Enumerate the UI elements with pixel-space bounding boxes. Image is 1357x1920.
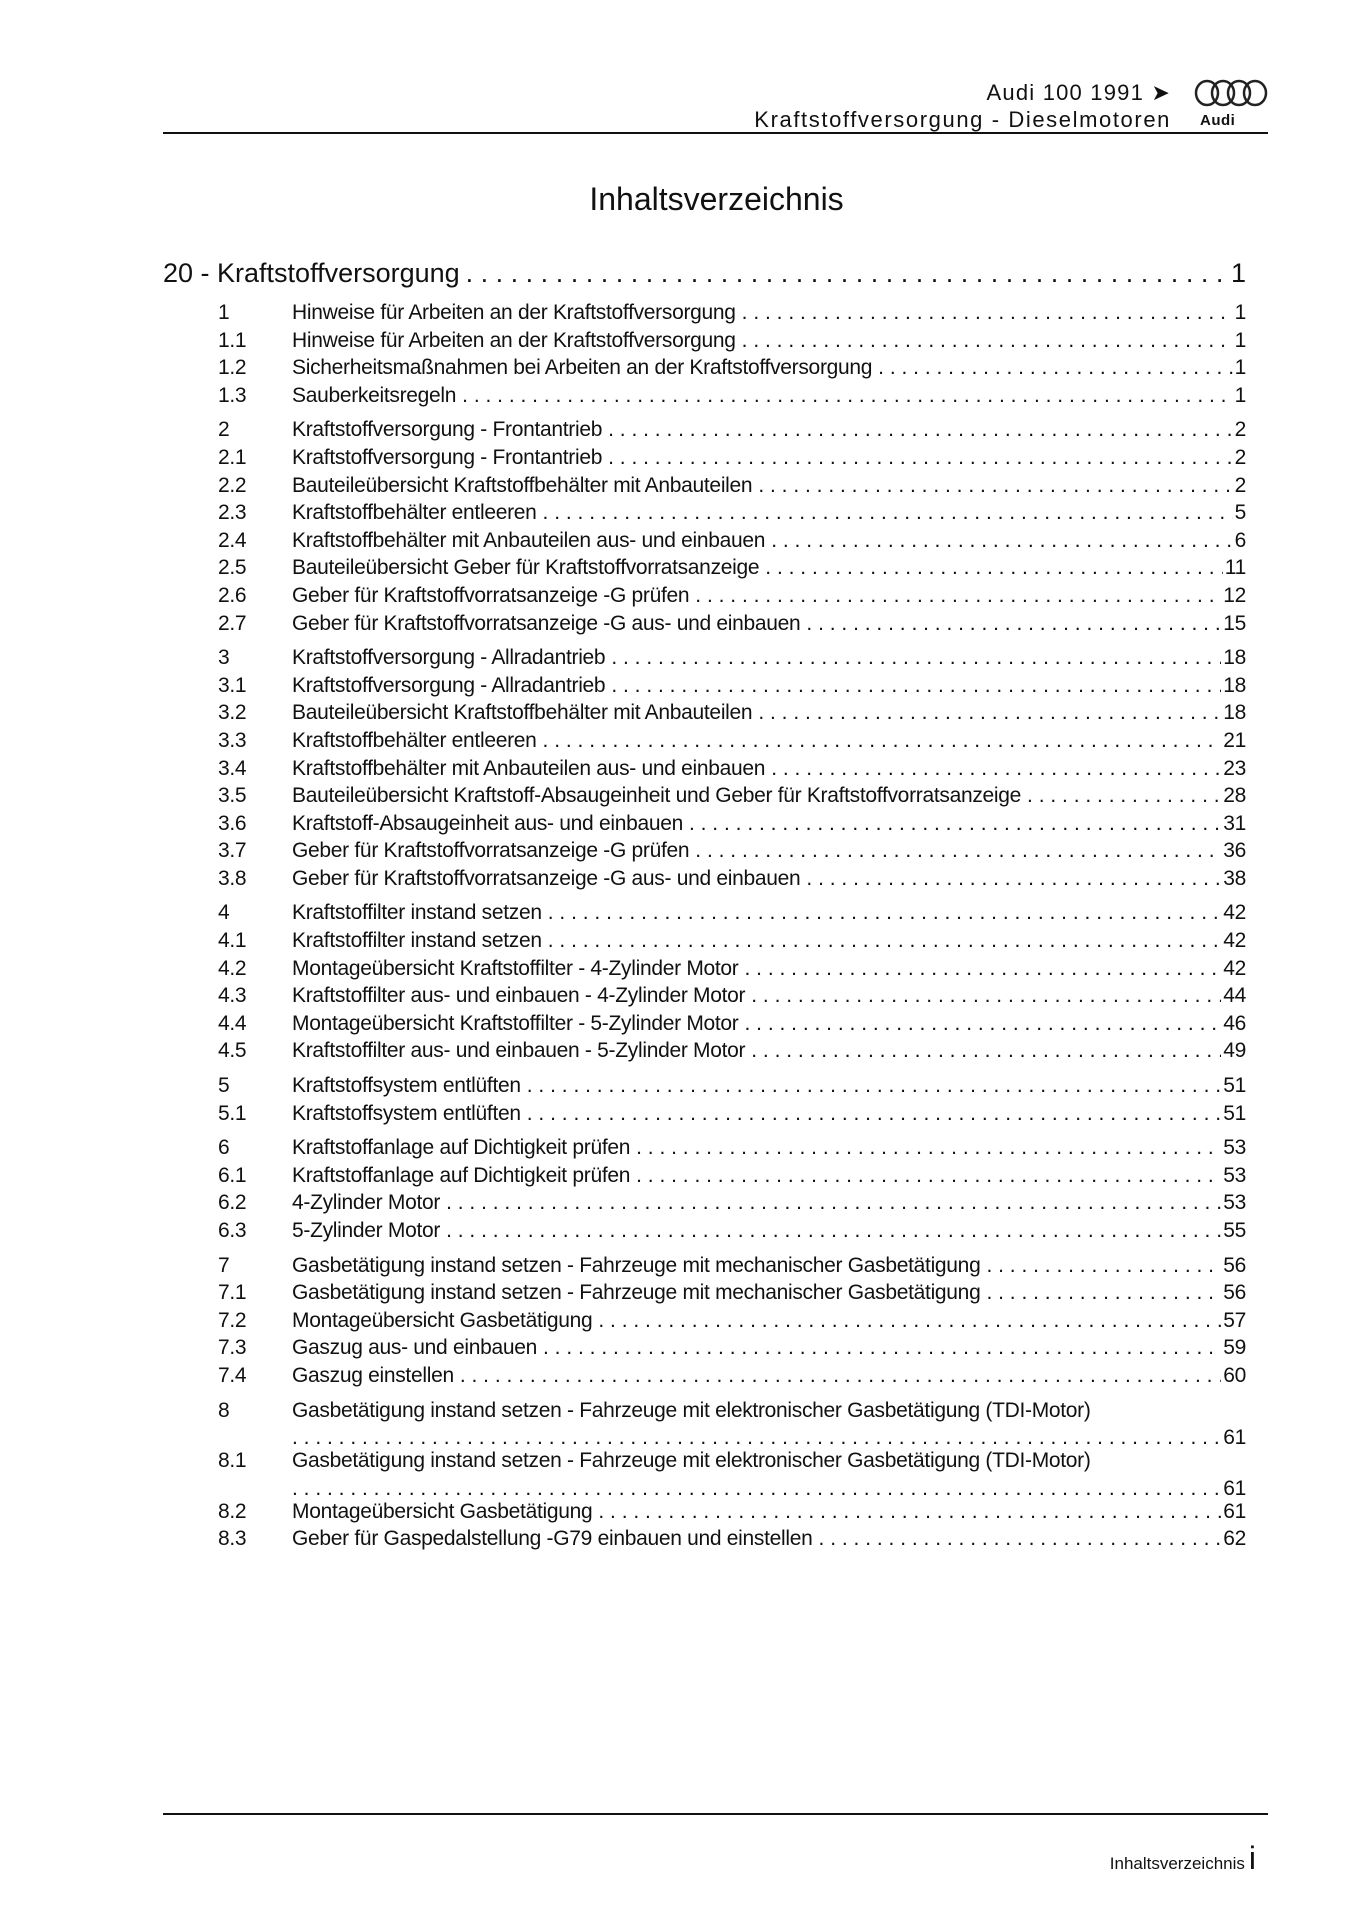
entry-title: Gasbetätigung instand setzen - Fahrzeuge mit elektronischer Gasbetätigung (TDI-Motor) (292, 1398, 1091, 1422)
toc-section-group (163, 418, 1246, 639)
entry-title: Montageübersicht Gasbetätigung (292, 1499, 593, 1523)
entry-page: 28 (1223, 784, 1246, 808)
entry-page: 1 (1234, 356, 1246, 380)
toc-section-group (163, 1074, 1246, 1129)
entry-number: 8.1 (218, 1449, 247, 1473)
entry-page: 15 (1223, 611, 1246, 635)
entry-page: 46 (1223, 1011, 1246, 1035)
dot-leader (751, 1039, 1221, 1063)
entry-title: Kraftstoffversorgung - Allradantrieb (292, 646, 606, 670)
toc-entry[interactable] (163, 356, 1246, 384)
dot-leader (986, 1281, 1221, 1305)
entry-title: Kraftstoffversorgung - Frontantrieb (292, 445, 603, 469)
entry-number: 1.3 (218, 383, 247, 407)
entry-page: 23 (1223, 756, 1246, 780)
entry-number: 2.3 (218, 501, 247, 525)
toc-section-group (163, 301, 1246, 411)
toc-entry[interactable] (163, 757, 1246, 785)
dot-leader (745, 957, 1222, 981)
entry-number: 4.1 (218, 929, 247, 953)
entry-title: Montageübersicht Kraftstoffilter - 5-Zylinder Motor (292, 1011, 739, 1035)
entry-number: 4.4 (218, 1011, 247, 1035)
entry-title: Kraftstoffbehälter entleeren (292, 728, 537, 752)
entry-title: Gaszug aus- und einbauen (292, 1336, 537, 1360)
toc-entry[interactable] (163, 1164, 1246, 1192)
dot-leader (527, 1102, 1221, 1126)
entry-page: 53 (1223, 1136, 1246, 1160)
entry-title: 5-Zylinder Motor (292, 1219, 441, 1242)
entry-number: 3.6 (218, 811, 247, 835)
footer-label: Inhaltsverzeichnis (1109, 1854, 1245, 1873)
audi-logo-wordmark: Audi (1200, 112, 1236, 129)
toc-entry[interactable] (163, 784, 1246, 812)
dot-leader (462, 384, 1232, 408)
dot-leader (819, 1527, 1222, 1551)
entry-page: 51 (1223, 1074, 1246, 1098)
entry-title: Kraftstoffilter instand setzen (292, 929, 542, 953)
toc-entry[interactable] (163, 384, 1246, 412)
entry-page: 61 (1223, 1499, 1246, 1523)
entry-number: 4.5 (218, 1039, 247, 1063)
entry-page: 18 (1223, 646, 1246, 670)
entry-title: Gaszug einstellen (292, 1363, 454, 1387)
chapter-page: 1 (1230, 258, 1246, 288)
entry-page: 53 (1223, 1191, 1246, 1215)
toc-entry[interactable] (163, 901, 1246, 929)
toc-entry[interactable] (163, 501, 1246, 529)
entry-page: 11 (1224, 556, 1246, 580)
toc-entry[interactable] (163, 1399, 1246, 1450)
entry-page: 53 (1223, 1163, 1246, 1187)
entry-title: Montageübersicht Kraftstoffilter - 4-Zylinder Motor (292, 956, 739, 980)
toc-entry[interactable] (163, 729, 1246, 757)
toc-entry[interactable] (163, 1449, 1246, 1500)
dot-leader (986, 1254, 1221, 1278)
entry-page: 2 (1234, 418, 1246, 442)
entry-page: 31 (1223, 811, 1246, 835)
dot-leader (758, 474, 1232, 498)
entry-number: 6 (218, 1136, 230, 1160)
entry-page: 51 (1223, 1101, 1246, 1125)
toc-section-group (163, 1399, 1246, 1555)
dot-leader (460, 1364, 1221, 1388)
entry-title: Kraftstoffbehälter mit Anbauteilen aus- und einbauen (292, 528, 766, 552)
toc-entry[interactable] (163, 1364, 1246, 1392)
entry-number: 3.8 (218, 866, 247, 890)
dot-leader (466, 258, 1229, 289)
entry-number: 3.3 (218, 728, 247, 752)
entry-page: 5 (1234, 501, 1246, 525)
entry-page: 55 (1223, 1219, 1246, 1242)
header-rule (163, 132, 1268, 134)
toc-entry[interactable] (163, 867, 1246, 895)
dot-leader (608, 446, 1233, 470)
entry-page: 56 (1223, 1253, 1246, 1277)
toc-entry[interactable] (163, 329, 1246, 357)
dot-leader (598, 1500, 1221, 1524)
entry-page: 56 (1223, 1281, 1246, 1305)
toc-entry[interactable] (163, 584, 1246, 612)
footer-rule (163, 1813, 1268, 1815)
entry-number: 6.1 (218, 1163, 247, 1187)
entry-title: Montageübersicht Gasbetätigung (292, 1308, 593, 1332)
entry-number: 3.7 (218, 839, 247, 863)
entry-number: 7.3 (218, 1336, 247, 1360)
entry-title: Kraftstoffilter instand setzen (292, 901, 542, 925)
toc-entry[interactable] (163, 301, 1246, 329)
entry-title: Geber für Kraftstoffvorratsanzeige -G aus- und einbauen (292, 866, 801, 890)
footer-page-number: i (1248, 1840, 1256, 1876)
dot-leader (878, 356, 1232, 380)
entry-title: Hinweise für Arbeiten an der Kraftstoffversorgung (292, 301, 736, 324)
entry-title: Kraftstoffanlage auf Dichtigkeit prüfen (292, 1163, 631, 1187)
entry-page: 60 (1223, 1363, 1246, 1387)
entry-page: 61 (1223, 1426, 1246, 1450)
toc-section-group (163, 901, 1246, 1067)
dot-leader (608, 418, 1233, 442)
entry-page: 42 (1223, 956, 1246, 980)
dot-leader (806, 612, 1221, 636)
entry-number: 7.4 (218, 1363, 247, 1387)
toc-entry[interactable] (163, 1219, 1246, 1247)
entry-number: 7.2 (218, 1308, 247, 1332)
entry-title: Gasbetätigung instand setzen - Fahrzeuge mit mechanischer Gasbetätigung (292, 1281, 981, 1305)
entry-page: 18 (1223, 701, 1246, 725)
dot-leader (598, 1309, 1221, 1333)
entry-number: 7.1 (218, 1281, 247, 1305)
entry-page: 1 (1234, 383, 1246, 407)
chapter-title: 20 - Kraftstoffversorgung (163, 258, 460, 288)
entry-title: Gasbetätigung instand setzen - Fahrzeuge mit mechanischer Gasbetätigung (292, 1253, 981, 1277)
dot-leader (742, 329, 1233, 353)
toc-entry[interactable] (163, 1074, 1246, 1102)
dot-leader (765, 556, 1223, 580)
dot-leader (548, 929, 1221, 953)
dot-leader (611, 674, 1221, 698)
entry-number: 5.1 (218, 1101, 247, 1125)
entry-page: 21 (1223, 728, 1246, 752)
entry-number: 4.3 (218, 984, 247, 1008)
entry-title: Kraftstoffilter aus- und einbauen - 5-Zylinder Motor (292, 1039, 746, 1063)
entry-number: 1.2 (218, 356, 247, 380)
entry-title: Geber für Kraftstoffvorratsanzeige -G prüfen (292, 583, 690, 607)
entry-page: 62 (1223, 1527, 1246, 1551)
header-subject: Kraftstoffversorgung - Dieselmotoren (754, 107, 1171, 132)
entry-number: 5 (218, 1074, 230, 1098)
toc-entry[interactable] (163, 1254, 1246, 1282)
toc-entry[interactable] (163, 1039, 1246, 1067)
toc-section-group (163, 646, 1246, 894)
entry-page: 42 (1223, 901, 1246, 925)
dot-leader (611, 646, 1221, 670)
entry-page: 49 (1223, 1039, 1246, 1063)
entry-page: 18 (1223, 673, 1246, 697)
entry-page: 6 (1234, 528, 1246, 552)
entry-title: Bauteileübersicht Kraftstoff-Absaugeinheit und Geber für Kraftstoffvorratsanzeige (292, 784, 1022, 808)
entry-number: 2.6 (218, 583, 247, 607)
footer (1110, 1840, 1256, 1877)
entry-title: Kraftstoffsystem entlüften (292, 1101, 521, 1125)
toc-entry[interactable] (163, 1336, 1246, 1364)
toc-entry[interactable] (163, 1191, 1246, 1219)
toc-entry[interactable] (163, 839, 1246, 867)
toc-entry[interactable] (163, 556, 1246, 584)
dot-leader (758, 701, 1221, 725)
entry-page: 38 (1223, 866, 1246, 890)
dot-leader (771, 529, 1232, 553)
toc-entry[interactable] (163, 1136, 1246, 1164)
entry-title: Bauteileübersicht Geber für Kraftstoffvorratsanzeige (292, 556, 760, 580)
dot-leader (548, 901, 1221, 925)
entry-number: 8.3 (218, 1527, 247, 1551)
entry-title: Kraftstoffilter aus- und einbauen - 4-Zylinder Motor (292, 984, 746, 1008)
entry-number: 6.3 (218, 1219, 247, 1242)
entry-title: Geber für Kraftstoffvorratsanzeige -G prüfen (292, 839, 690, 863)
entry-title: Kraftstoffanlage auf Dichtigkeit prüfen (292, 1136, 631, 1160)
toc-entry[interactable] (163, 1309, 1246, 1337)
dot-leader (745, 1012, 1222, 1036)
entry-number: 8.2 (218, 1499, 247, 1523)
dot-leader (742, 301, 1233, 325)
dot-leader (543, 501, 1233, 525)
entry-number: 2.1 (218, 445, 247, 469)
entry-page: 2 (1234, 445, 1246, 469)
entry-title: Gasbetätigung instand setzen - Fahrzeuge mit elektronischer Gasbetätigung (TDI-Motor) (292, 1449, 1091, 1473)
toc-entry[interactable] (163, 984, 1246, 1012)
toc-entry[interactable] (163, 418, 1246, 446)
entry-page: 61 (1223, 1476, 1246, 1500)
dot-leader (695, 839, 1221, 863)
toc-chapter[interactable] (163, 258, 1246, 294)
entry-title: Hinweise für Arbeiten an der Kraftstoffversorgung (292, 328, 736, 352)
toc-section-group (163, 1254, 1246, 1392)
toc-entry[interactable] (163, 646, 1246, 674)
toc-entry[interactable] (163, 957, 1246, 985)
entry-number: 4 (218, 901, 230, 925)
entry-title: Kraftstoff-Absaugeinheit aus- und einbauen (292, 811, 683, 835)
entry-number: 7 (218, 1253, 230, 1277)
page-title: Inhaltsverzeichnis (589, 181, 844, 217)
toc-section-group (163, 1136, 1246, 1246)
entry-title: Kraftstoffversorgung - Frontantrieb (292, 418, 603, 442)
entry-number: 4.2 (218, 956, 247, 980)
entry-number: 6.2 (218, 1191, 247, 1215)
header-model: Audi 100 1991 ➤ (986, 80, 1171, 105)
entry-title: Kraftstoffbehälter mit Anbauteilen aus- und einbauen (292, 756, 766, 780)
table-of-contents (163, 258, 1246, 1555)
entry-page: 44 (1223, 984, 1246, 1008)
entry-title: Geber für Gaspedalstellung -G79 einbauen und einstellen (292, 1527, 813, 1551)
toc-entry[interactable] (163, 1500, 1246, 1528)
entry-title: Kraftstoffversorgung - Allradantrieb (292, 673, 606, 697)
entry-page: 1 (1234, 328, 1246, 352)
entry-title: Sauberkeitsregeln (292, 383, 457, 407)
dot-leader (543, 1336, 1221, 1360)
toc-entry[interactable] (163, 529, 1246, 557)
toc-entry[interactable] (163, 1012, 1246, 1040)
entry-number: 3 (218, 646, 230, 670)
entry-number: 8 (218, 1398, 230, 1422)
toc-entry[interactable] (163, 1527, 1246, 1555)
dot-leader (689, 812, 1221, 836)
toc-entry[interactable] (163, 674, 1246, 702)
entry-page: 42 (1223, 929, 1246, 953)
entry-title: Sicherheitsmaßnahmen bei Arbeiten an der Kraftstoffversorgung (292, 356, 873, 380)
entry-page: 57 (1223, 1308, 1246, 1332)
entry-number: 1.1 (218, 328, 247, 352)
entry-number: 3.5 (218, 784, 247, 808)
entry-number: 3.2 (218, 701, 247, 725)
dot-leader (636, 1136, 1221, 1160)
toc-entry[interactable] (163, 446, 1246, 474)
entry-number: 2.7 (218, 611, 247, 635)
entry-title: Bauteileübersicht Kraftstoffbehälter mit Anbauteilen (292, 701, 753, 725)
toc-entry[interactable] (163, 1102, 1246, 1130)
dot-leader (751, 984, 1221, 1008)
entry-number: 2 (218, 418, 230, 442)
entry-number: 2.2 (218, 473, 247, 497)
dot-leader (543, 729, 1222, 753)
dot-leader (771, 757, 1221, 781)
entry-title: 4-Zylinder Motor (292, 1191, 441, 1215)
dot-leader (446, 1219, 1221, 1243)
dot-leader (446, 1191, 1221, 1215)
dot-leader (292, 1477, 1221, 1501)
toc-entry[interactable] (163, 474, 1246, 502)
entry-number: 3.1 (218, 673, 247, 697)
entry-number: 1 (218, 301, 230, 324)
entry-page: 1 (1234, 301, 1246, 324)
toc-entry[interactable] (163, 812, 1246, 840)
toc-entry[interactable] (163, 929, 1246, 957)
entry-page: 12 (1223, 583, 1246, 607)
entry-title: Bauteileübersicht Kraftstoffbehälter mit Anbauteilen (292, 473, 753, 497)
toc-entry[interactable] (163, 612, 1246, 640)
toc-groups (163, 301, 1246, 1555)
entry-title: Kraftstoffbehälter entleeren (292, 501, 537, 525)
entry-page: 36 (1223, 839, 1246, 863)
dot-leader (527, 1074, 1221, 1098)
entry-number: 2.4 (218, 528, 247, 552)
dot-leader (806, 867, 1221, 891)
entry-page: 59 (1223, 1336, 1246, 1360)
entry-title: Geber für Kraftstoffvorratsanzeige -G aus- und einbauen (292, 611, 801, 635)
dot-leader (292, 1426, 1221, 1450)
entry-number: 3.4 (218, 756, 247, 780)
toc-entry[interactable] (163, 1281, 1246, 1309)
dot-leader (695, 584, 1221, 608)
toc-entry[interactable] (163, 701, 1246, 729)
entry-title: Kraftstoffsystem entlüften (292, 1074, 521, 1098)
entry-number: 2.5 (218, 556, 247, 580)
dot-leader (1027, 784, 1221, 808)
dot-leader (636, 1164, 1221, 1188)
entry-page: 2 (1234, 473, 1246, 497)
